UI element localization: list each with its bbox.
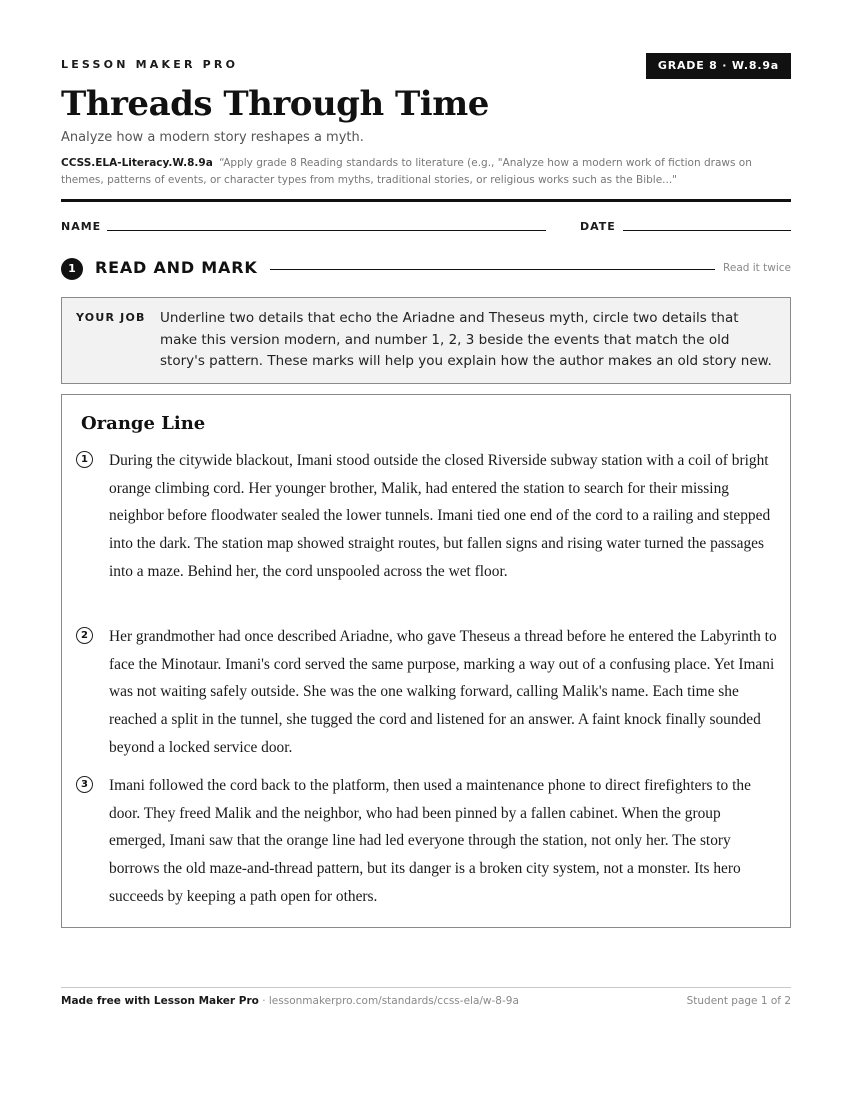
instructions-box — [61, 297, 791, 384]
paragraph-text: Imani followed the cord back to the platform, then used a maintenance phone to direct firefighters to the door. They freed Malik and the neighbor, who had been pinned by a fallen cabinet. When the group emerged, Imani saw that the orange line had led everyone through the station, not only her. The story borrows the old maze-and-thread pattern, but its danger is a broken city system, not a monster. Its hero succeeds by keeping a path open for others. — [109, 777, 751, 905]
grade-badge: GRADE 8 · W.8.9a — [646, 53, 791, 79]
brand-name: LESSON MAKER PRO — [61, 58, 239, 71]
instructions-text: Underline two details that echo the Ariadne and Theseus myth, circle two details that make this version modern, and number 1, 2, 3 beside the events that match the old story's pattern. These marks will help you explain how the author makes an old story new. — [160, 310, 772, 369]
footer-made-with: Made free with Lesson Maker Pro — [61, 995, 259, 1007]
name-field[interactable] — [107, 230, 546, 231]
paragraph-text: Her grandmother had once described Ariadne, who gave Theseus a thread before he entered the Labyrinth to face the Minotaur. Imani's cord served the same purpose, marking a way out of a confusing place. Yet Imani was not waiting safely outside. She was the one walking forward, calling Malik's name. Each time she reached a split in the tunnel, she tugged the cord and listened for an answer. A faint knock finally sounded beyond a locked service door. — [109, 628, 777, 756]
footer-url[interactable]: · lessonmakerpro.com/standards/ccss-ela/w-8-9a — [262, 995, 519, 1007]
standard-description — [61, 155, 791, 189]
section-number: 1 — [61, 258, 83, 280]
name-label: NAME — [61, 220, 102, 233]
date-label: DATE — [580, 220, 616, 233]
page-indicator: Student page 1 of 2 — [686, 995, 791, 1007]
section-divider — [270, 269, 715, 270]
instructions-label: YOUR JOB — [76, 311, 146, 324]
page-title: Threads Through Time — [61, 84, 489, 124]
paragraph-number: 1 — [76, 451, 93, 468]
header-divider — [61, 199, 791, 202]
story-passage — [61, 394, 791, 928]
story-title: Orange Line — [81, 413, 206, 434]
date-field[interactable] — [623, 230, 791, 231]
section-note: Read it twice — [723, 262, 791, 274]
section-title: READ AND MARK — [95, 258, 258, 277]
standard-text: “Apply grade 8 Reading standards to literature (e.g., "Analyze how a modern work of fiction draws on themes, patterns of events, or character types from myths, traditional stories, or religious works such as the Bible..." — [61, 157, 752, 186]
footer-credit — [61, 995, 519, 1007]
paragraph-number: 3 — [76, 776, 93, 793]
standard-code: CCSS.ELA-Literacy.W.8.9a — [61, 157, 213, 169]
worksheet-page — [61, 0, 791, 1100]
paragraph-number: 2 — [76, 627, 93, 644]
footer-divider — [61, 987, 791, 988]
page-subtitle: Analyze how a modern story reshapes a myth. — [61, 130, 364, 145]
paragraph-text: During the citywide blackout, Imani stood outside the closed Riverside subway station with a coil of bright orange climbing cord. Her younger brother, Malik, had entered the station to search for their missing neighbor before floodwater sealed the lower tunnels. Imani tied one end of the cord to a railing and stepped into the dark. The station map showed straight routes, but fallen signs and rising water turned the passages into a maze. Behind her, the cord unspooled across the wet floor. — [109, 452, 771, 580]
